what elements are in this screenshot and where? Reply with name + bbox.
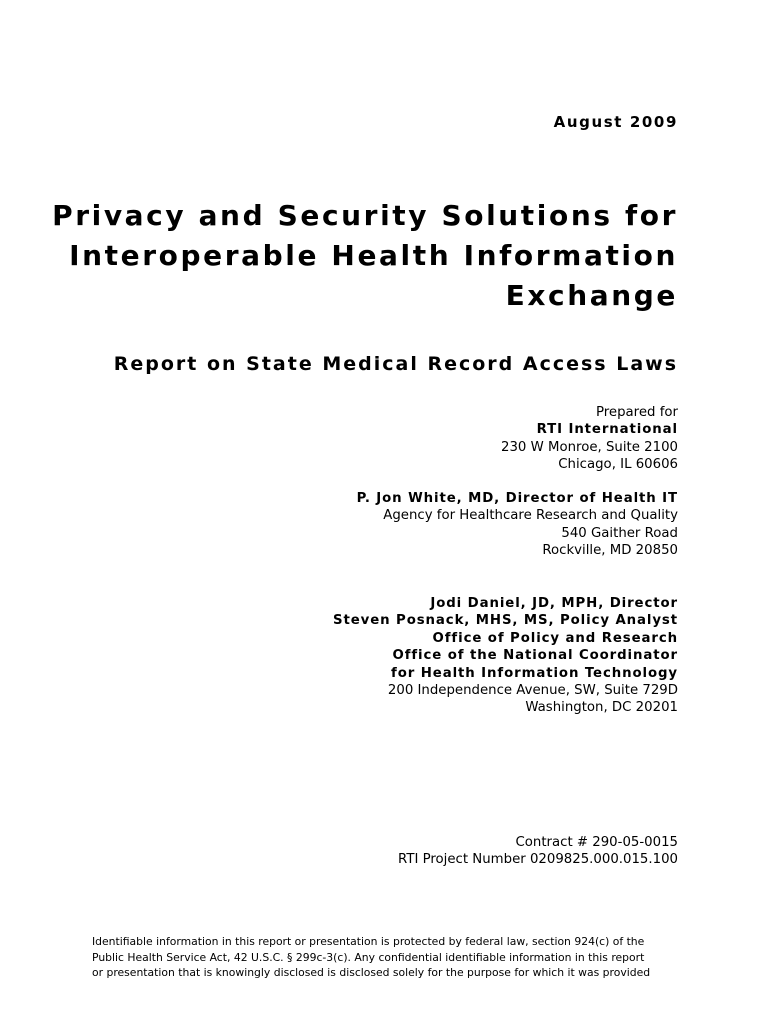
legal-notice-line: or presentation that is knowingly disclosed is disclosed solely for the purpose for which it was provided [92,966,651,979]
prepared-for-block [501,404,678,474]
ahrq-block [357,490,678,560]
title-line: Exchange [505,279,678,312]
report-subtitle: Report on State Medical Record Access Laws [113,353,678,375]
prepared-for-address-line: 230 W Monroe, Suite 2100 [501,439,678,455]
onc-address-line: Washington, DC 20201 [525,700,678,716]
legal-notice [92,934,692,981]
contract-number: Contract # 290-05-0015 [515,835,678,850]
ahrq-contact-name: P. Jon White, MD, Director of Health IT [356,491,678,506]
title-line: Interoperable Health Information [69,239,678,272]
report-title [52,196,678,316]
onc-contact-name: Jodi Daniel, JD, MPH, Director [430,596,678,611]
contract-block [398,834,678,869]
report-date: August 2009 [553,113,678,131]
project-number: RTI Project Number 0209825.000.015.100 [398,852,678,868]
onc-office-line: Office of the National Coordinator [392,648,678,664]
onc-block [333,595,678,717]
onc-address-line: 200 Independence Avenue, SW, Suite 729D [387,683,678,699]
ahrq-agency: Agency for Healthcare Research and Quality [383,508,678,524]
ahrq-address-line: Rockville, MD 20850 [542,543,678,559]
onc-contact-name: Steven Posnack, MHS, MS, Policy Analyst [333,613,678,629]
onc-office-line: for Health Information Technology [391,665,678,681]
onc-office-line: Office of Policy and Research [432,630,678,646]
prepared-for-org: RTI International [536,422,678,438]
legal-notice-line: Identifiable information in this report or presentation is protected by federal law, section 924(c) of the [92,935,645,948]
ahrq-address-line: 540 Gaither Road [561,525,678,541]
title-line: Privacy and Security Solutions for [52,199,678,232]
legal-notice-line: Public Health Service Act, 42 U.S.C. § 299c-3(c). Any confidential identifiable information in this report [92,950,645,964]
prepared-for-address-line: Chicago, IL 60606 [558,457,678,473]
prepared-for-label: Prepared for [595,405,678,420]
